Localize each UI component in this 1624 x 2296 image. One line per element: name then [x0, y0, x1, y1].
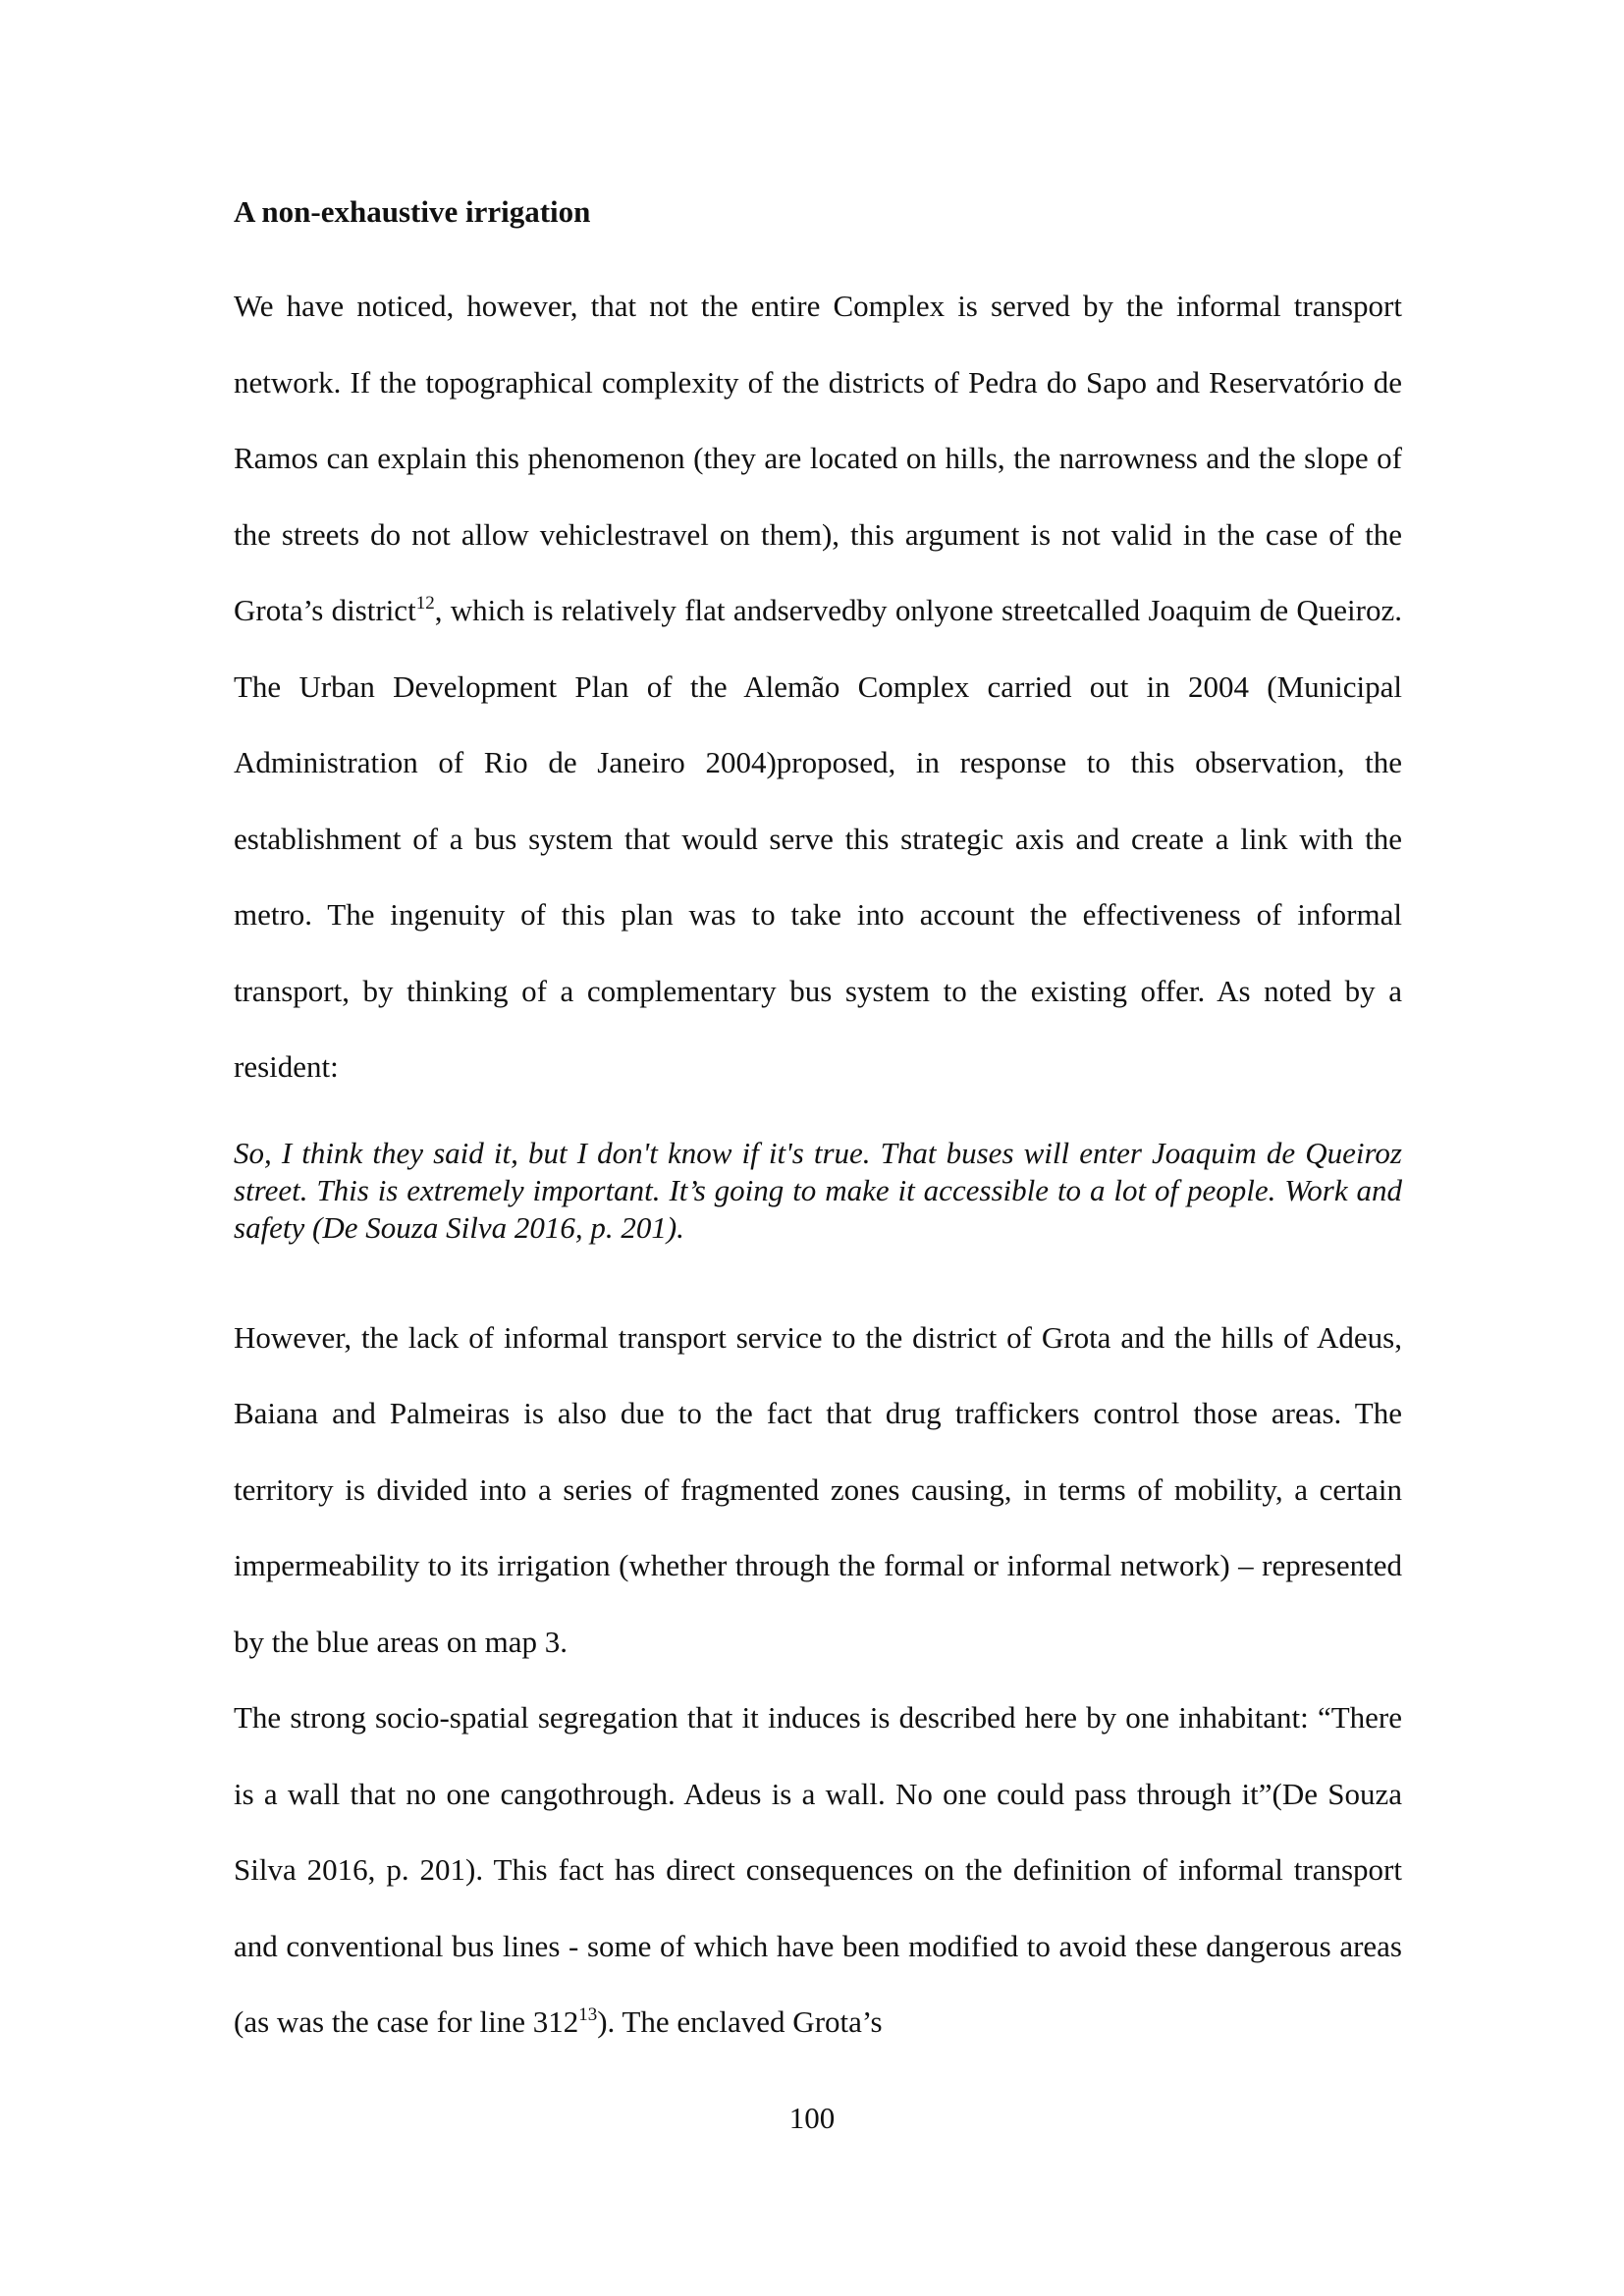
page-content: [234, 192, 1402, 2060]
section-heading: A non-exhaustive irrigation: [234, 194, 591, 229]
footnote-ref-12[interactable]: 12: [415, 593, 435, 614]
paragraph-1: [234, 268, 1402, 1105]
block-quote: So, I think they said it, but I don't know if it's true. That buses will enter Joaquim de Queiroz street. This is extremely important. It’s going to make it accessible to a lot of people. Work and safety (De Souza Silva 2016, p. 201).: [234, 1135, 1402, 1245]
paragraph-1-text-b: , which is relatively flat andservedby onlyone streetcalled Joaquim de Queiroz. The Urban Development Plan of the Alemão Complex carried out in 2004 (Municipal Administration of Rio de Janeiro 2004)proposed, in response to this observation, the establishment of a bus system that would serve this strategic axis and create a link with the metro. The ingenuity of this plan was to take into account the effectiveness of informal transport, by thinking of a complementary bus system to the existing offer. As noted by a resident:: [234, 593, 1403, 1084]
paragraph-3: [234, 1680, 1402, 2060]
paragraph-3-text-a: The strong socio-spatial segregation that it induces is described here by one inhabitant: “There is a wall that no one cangothrough. Adeus is a wall. No one could pass through it”(De Souza Silva 2016, p. 201). This fact has direct consequences on the definition of informal transport and conventional bus lines - some of which have been modified to avoid these dangerous areas (as was the case for line 312: [234, 1700, 1402, 2039]
page-number: 100: [788, 2101, 836, 2135]
footnote-ref-13[interactable]: 13: [578, 2004, 598, 2025]
paragraph-3-text-b: ). The enclaved Grota’s: [597, 2004, 883, 2039]
paragraph-2: However, the lack of informal transport service to the district of Grota and the hills of Adeus, Baiana and Palmeiras is also due to the fact that drug traffickers control those areas. The territory is divided into a series of fragmented zones causing, in terms of mobility, a certain impermeability to its irrigation (whether through the formal or informal network) – represented by the blue areas on map 3.: [234, 1319, 1402, 1659]
paragraph-1-text-a: We have noticed, however, that not the entire Complex is served by the informal transport network. If the topographical complexity of the districts of Pedra do Sapo and Reservatório de Ramos can explain this phenomenon (they are located on hills, the narrowness and the slope of the streets do not allow vehiclestravel on them), this argument is not valid in the case of the Grota’s district: [234, 289, 1402, 627]
